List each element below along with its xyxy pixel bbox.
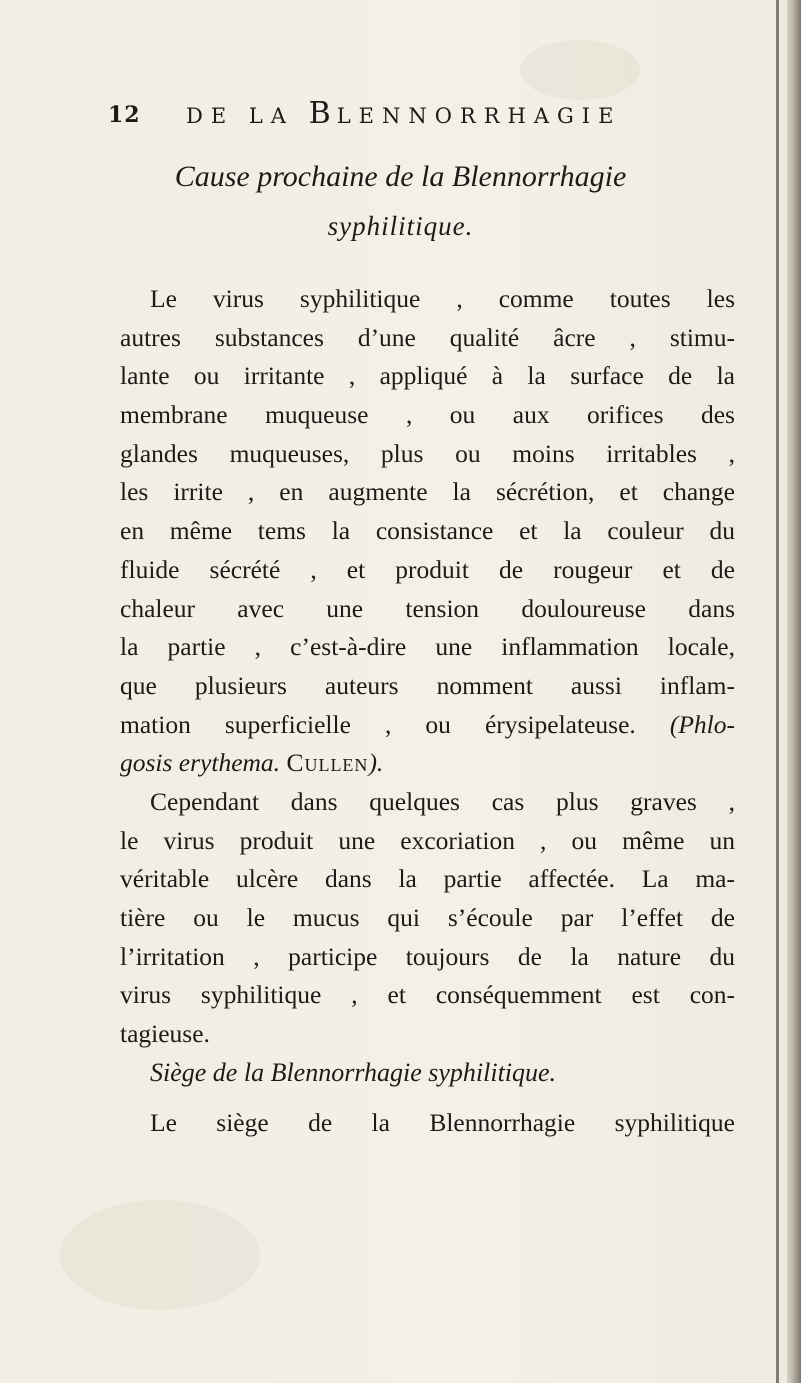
running-header	[108, 96, 748, 136]
book-spine	[787, 0, 801, 1383]
text-line: en même tems la consistance et la couleur du	[120, 516, 735, 546]
paper-stain	[520, 40, 640, 100]
author-citation: Cullen	[286, 748, 369, 778]
text-line: tière ou le mucus qui s’écoule par l’effet de	[120, 903, 735, 932]
section-title-line2: syphilitique.	[327, 211, 474, 241]
body-text	[120, 280, 735, 1054]
page-edge-line	[776, 0, 779, 1383]
text-line: le virus produit une excoriation , ou même un	[120, 825, 735, 855]
text-line: la partie , c’est-à-dire une inflammation locale,	[120, 632, 735, 662]
text-line: virus syphilitique , et conséquemment est con-	[120, 980, 735, 1010]
running-title	[186, 96, 621, 131]
text-line: glandes muqueuses, plus ou moins irritables ,	[120, 438, 735, 468]
citation-close: ).	[368, 748, 384, 778]
text-line: Le virus syphilitique , comme toutes les	[150, 284, 735, 313]
running-title-initial: B	[308, 96, 337, 131]
running-title-rest: LENNORRHAGIE	[336, 104, 622, 128]
text-line: que plusieurs auteurs nomment aussi inflam-	[120, 670, 735, 700]
text-line: membrane muqueuse , ou aux orifices des	[120, 400, 735, 430]
subsection-title: Siège de la Blennorrhagie syphilitique.	[150, 1058, 557, 1087]
page-number: 12	[108, 102, 141, 128]
text-line: lante ou irritante , appliqué à la surface de la	[120, 361, 735, 391]
text-line: véritable ulcère dans la partie affectée. La ma-	[120, 864, 735, 894]
text-line-citation	[120, 744, 735, 783]
text-line: fluide sécrété , et produit de rougeur et de	[120, 554, 735, 584]
paper-stain	[60, 1200, 260, 1310]
text-line: les irrite , en augmente la sécrétion, et change	[120, 477, 735, 507]
text-line: tagieuse.	[120, 1019, 210, 1049]
section-title-line1: Cause prochaine de la Blennorrhagie	[174, 160, 627, 193]
text-line: chaleur avec une tension douloureuse dans	[120, 593, 735, 623]
text-line: mation superficielle , ou érysipelateuse.	[120, 709, 636, 739]
latin-term: gosis erythema.	[120, 748, 281, 778]
latin-term: (Phlo-	[669, 709, 735, 739]
text-line: Le siège de la Blennorrhagie syphilitique	[150, 1108, 735, 1137]
text-line: l’irritation , participe toujours de la nature du	[120, 941, 735, 971]
text-line-with-term	[120, 706, 735, 745]
text-line: autres substances d’une qualité âcre , stimu-	[120, 322, 735, 352]
running-title-prefix: DE LA	[186, 104, 294, 128]
text-line: Cependant dans quelques cas plus graves ,	[150, 786, 735, 816]
